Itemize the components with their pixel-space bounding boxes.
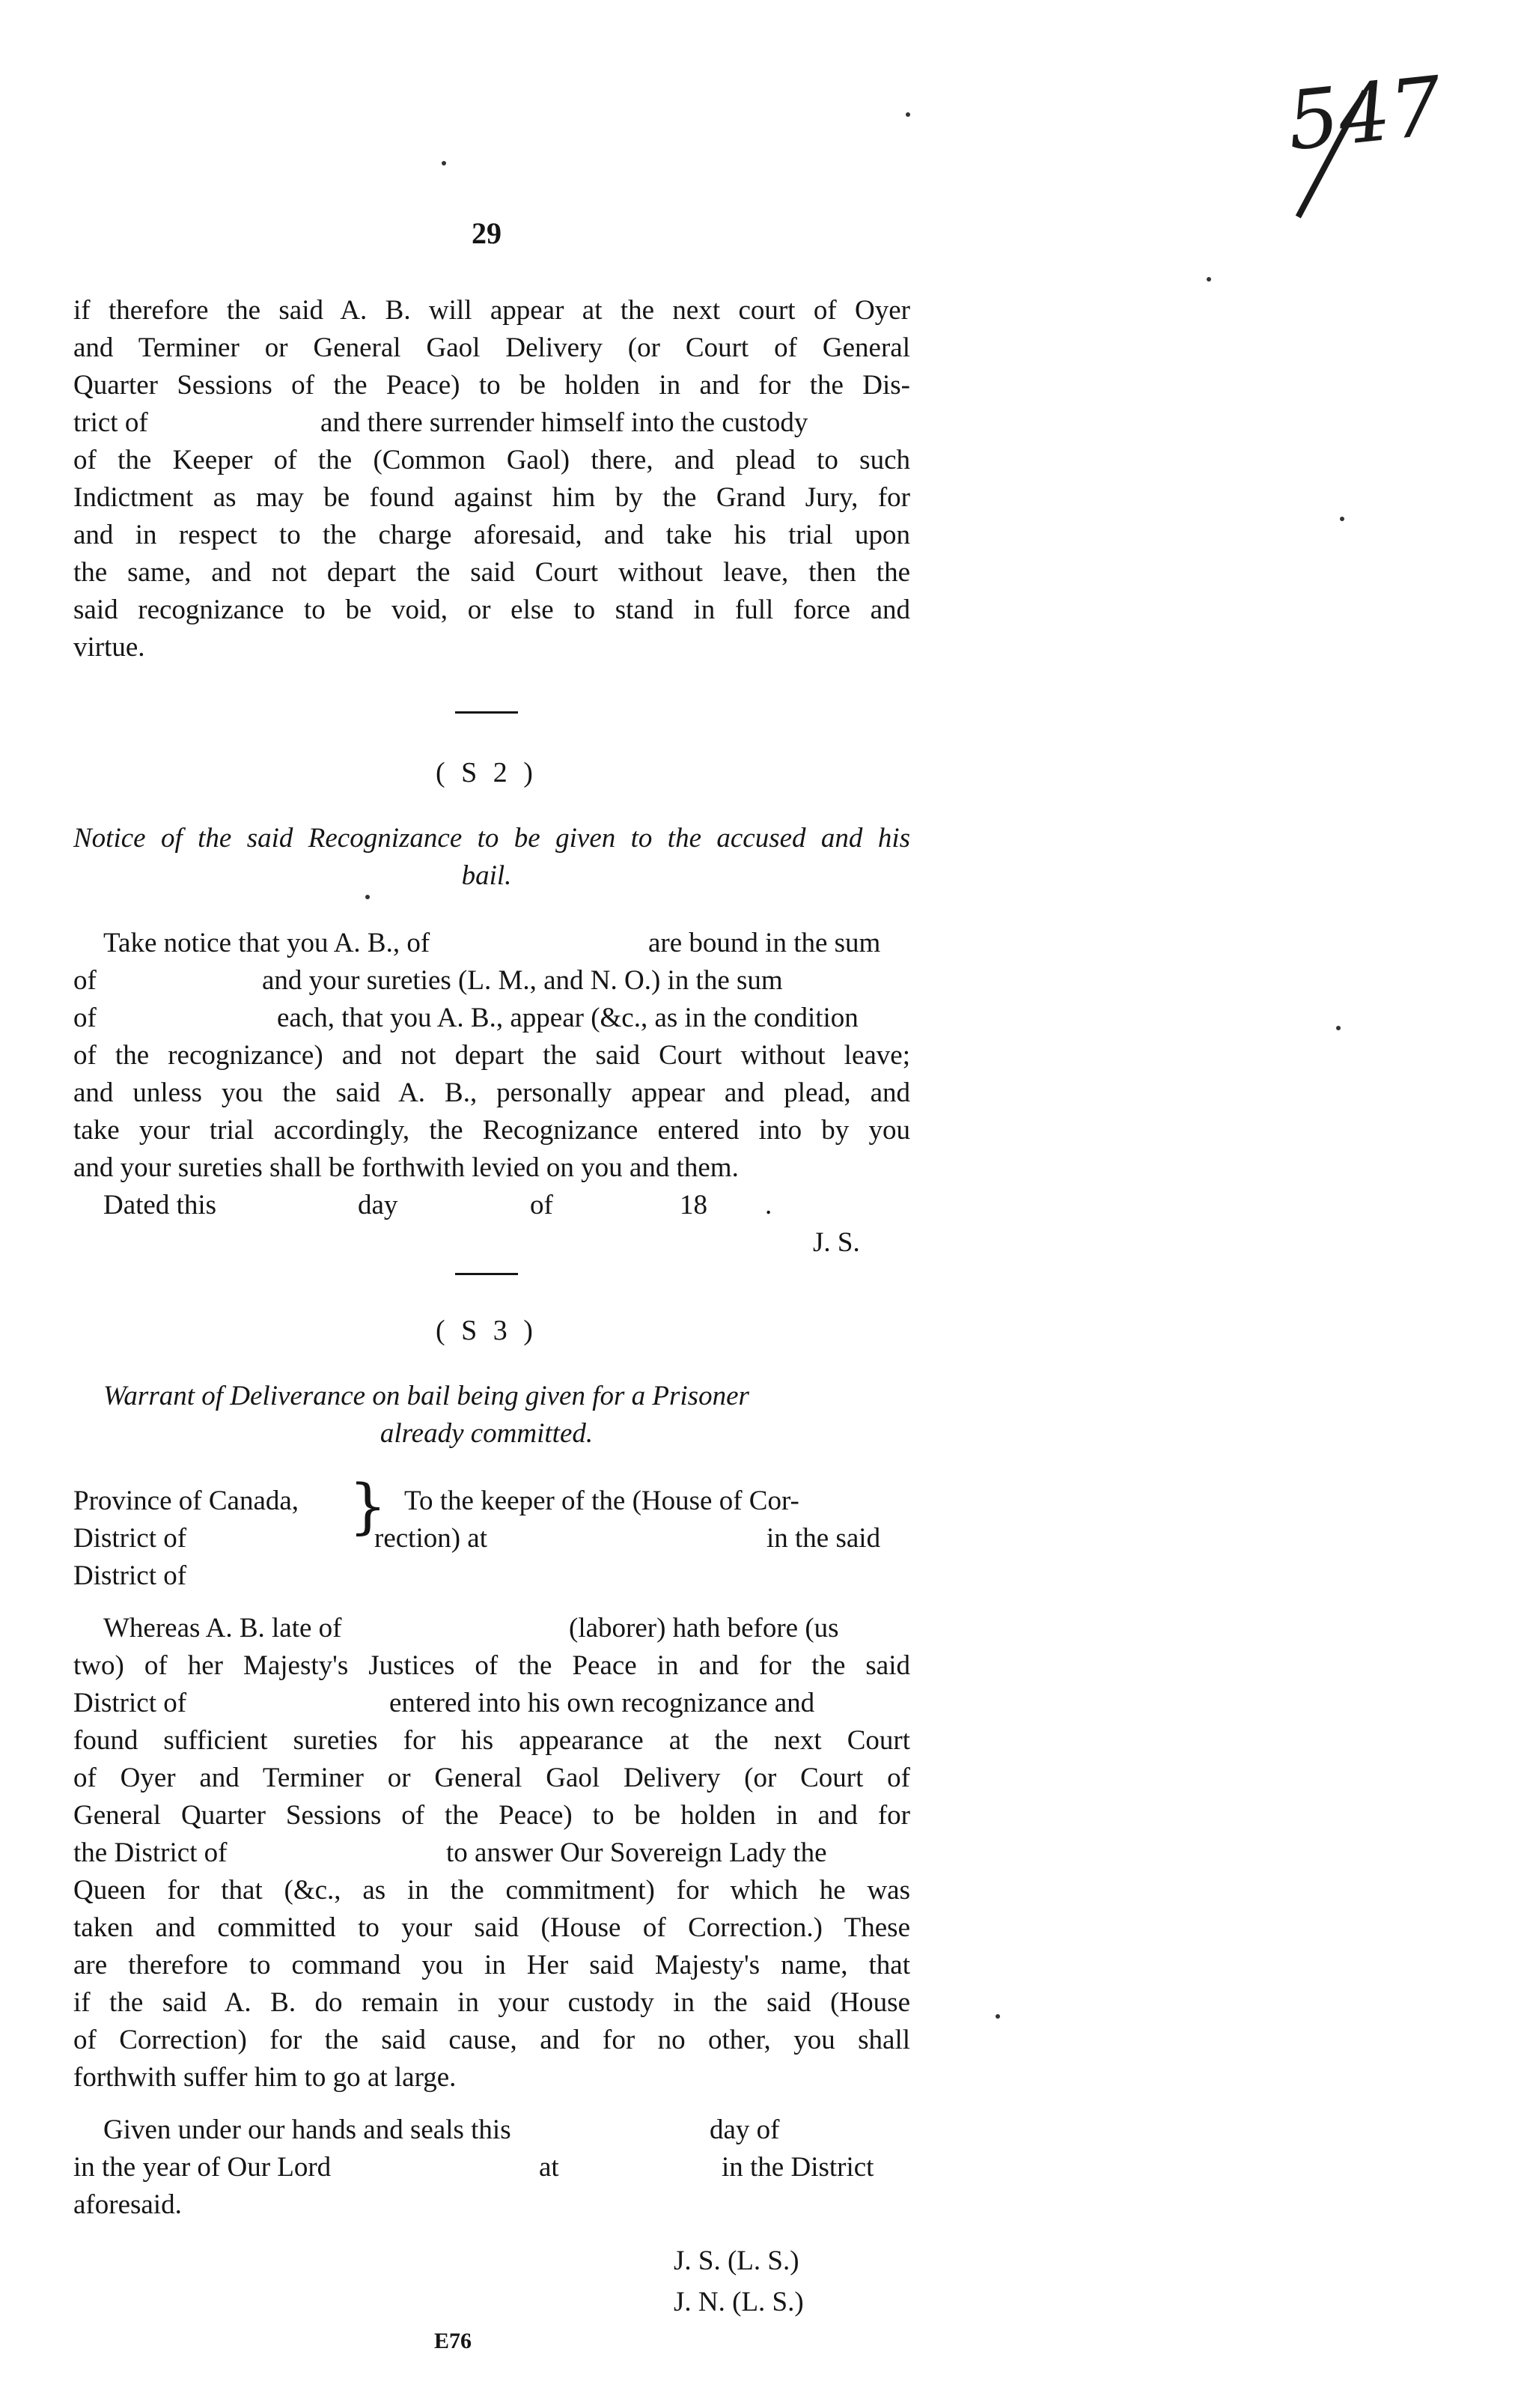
signature-initials: J. N. (L. S.) xyxy=(674,2287,804,2317)
text-line: and your sureties shall be forthwith levied on you and them. xyxy=(73,1152,739,1183)
text-line: two) of her Majesty's Justices of the Peace in and for the said xyxy=(73,1650,910,1681)
text-line: if the said A. B. do remain in your custody in the said (House xyxy=(73,1987,910,2018)
text-line: District of xyxy=(73,1523,187,1554)
text-line: in the year of Our Lord xyxy=(73,2152,332,2183)
text-line: take your trial accordingly, the Recognizance entered into by you xyxy=(73,1115,910,1146)
section-label: ( S 2 ) xyxy=(436,757,537,788)
text-line: aforesaid. xyxy=(73,2189,182,2220)
signature-mark: E76 xyxy=(434,2329,472,2353)
text-line: of Correction) for the said cause, and for no other, you shall xyxy=(73,2025,910,2055)
scan-speck xyxy=(1336,1026,1341,1030)
section-divider xyxy=(455,1273,518,1275)
text-line: of the Keeper of the (Common Gaol) there, and plead to such xyxy=(73,445,910,475)
handwritten-folio-number: 547 xyxy=(1283,59,1447,169)
text-line: and there surrender himself into the custody xyxy=(320,407,808,438)
text-line: Dated this xyxy=(103,1190,217,1220)
text-line: if therefore the said A. B. will appear at the next court of Oyer xyxy=(73,295,910,326)
text-line: of Oyer and Terminer or General Gaol Delivery (or Court of xyxy=(73,1763,910,1793)
scan-speck xyxy=(442,161,446,165)
text-line: in the District xyxy=(722,2152,874,2183)
text-line: Given under our hands and seals this xyxy=(103,2114,511,2145)
section-title: Notice of the said Recognizance to be given to the accused and his xyxy=(73,823,910,854)
scan-speck xyxy=(1340,517,1344,521)
text-line: of xyxy=(73,1003,97,1033)
text-line: and your sureties (L. M., and N. O.) in the sum xyxy=(262,965,783,996)
text-line: to answer Our Sovereign Lady the xyxy=(446,1837,827,1868)
text-line: Indictment as may be found against him by the Grand Jury, for xyxy=(73,482,910,513)
section-title: already committed. xyxy=(380,1418,594,1449)
text-line: Quarter Sessions of the Peace) to be holden in and for the Dis- xyxy=(73,370,910,401)
text-line: found sufficient sureties for his appearance at the next Court xyxy=(73,1725,910,1756)
text-line: day xyxy=(358,1190,398,1220)
text-line: rection) at xyxy=(374,1523,487,1554)
text-line: 18 xyxy=(680,1190,707,1220)
text-line: Queen for that (&c., as in the commitment) for which he was xyxy=(73,1875,910,1906)
text-line: (laborer) hath before (us xyxy=(569,1613,839,1644)
text-line: Whereas A. B. late of xyxy=(103,1613,342,1644)
text-line: the same, and not depart the said Court without leave, then the xyxy=(73,557,910,588)
text-line: of the recognizance) and not depart the said Court without leave; xyxy=(73,1040,910,1071)
text-line: District of xyxy=(73,1688,187,1718)
text-line: District of xyxy=(73,1560,187,1591)
text-line: each, that you A. B., appear (&c., as in the condition xyxy=(277,1003,859,1033)
text-line: Take notice that you A. B., of xyxy=(103,928,430,958)
section-title: Warrant of Deliverance on bail being given for a Prisoner xyxy=(103,1381,749,1411)
text-line: of xyxy=(530,1190,553,1220)
brace: } xyxy=(349,1471,387,1541)
text-line: taken and committed to your said (House of Correction.) These xyxy=(73,1912,910,1943)
scan-speck xyxy=(996,2014,1000,2019)
text-line: . xyxy=(765,1190,772,1220)
text-line: day of xyxy=(710,2114,780,2145)
text-line: Province of Canada, xyxy=(73,1486,299,1516)
text-line: the District of xyxy=(73,1837,228,1868)
text-line: at xyxy=(539,2152,559,2183)
text-line: To the keeper of the (House of Cor- xyxy=(404,1486,799,1516)
section-divider xyxy=(455,711,518,714)
signature-initials: J. S. (L. S.) xyxy=(674,2246,799,2276)
page-number: 29 xyxy=(472,216,502,250)
text-line: and unless you the said A. B., personally appear and plead, and xyxy=(73,1077,910,1108)
scan-speck xyxy=(906,112,910,117)
text-line: of xyxy=(73,965,97,996)
text-line: said recognizance to be void, or else to stand in full force and xyxy=(73,595,910,625)
signature-initials: J. S. xyxy=(813,1227,860,1258)
text-line: and in respect to the charge aforesaid, and take his trial upon xyxy=(73,520,910,550)
text-line: are therefore to command you in Her said Majesty's name, that xyxy=(73,1950,910,1980)
text-line: are bound in the sum xyxy=(648,928,881,958)
section-label: ( S 3 ) xyxy=(436,1315,537,1346)
text-line: entered into his own recognizance and xyxy=(389,1688,815,1718)
text-line: virtue. xyxy=(73,632,145,663)
section-title: bail. xyxy=(461,860,512,891)
text-line: and Terminer or General Gaol Delivery (or Court of General xyxy=(73,332,910,363)
text-line: forthwith suffer him to go at large. xyxy=(73,2062,457,2093)
text-line: in the said xyxy=(766,1523,881,1554)
text-line: trict of xyxy=(73,407,148,438)
scan-speck xyxy=(365,895,370,899)
scan-speck xyxy=(1207,277,1211,282)
text-line: General Quarter Sessions of the Peace) to be holden in and for xyxy=(73,1800,910,1831)
